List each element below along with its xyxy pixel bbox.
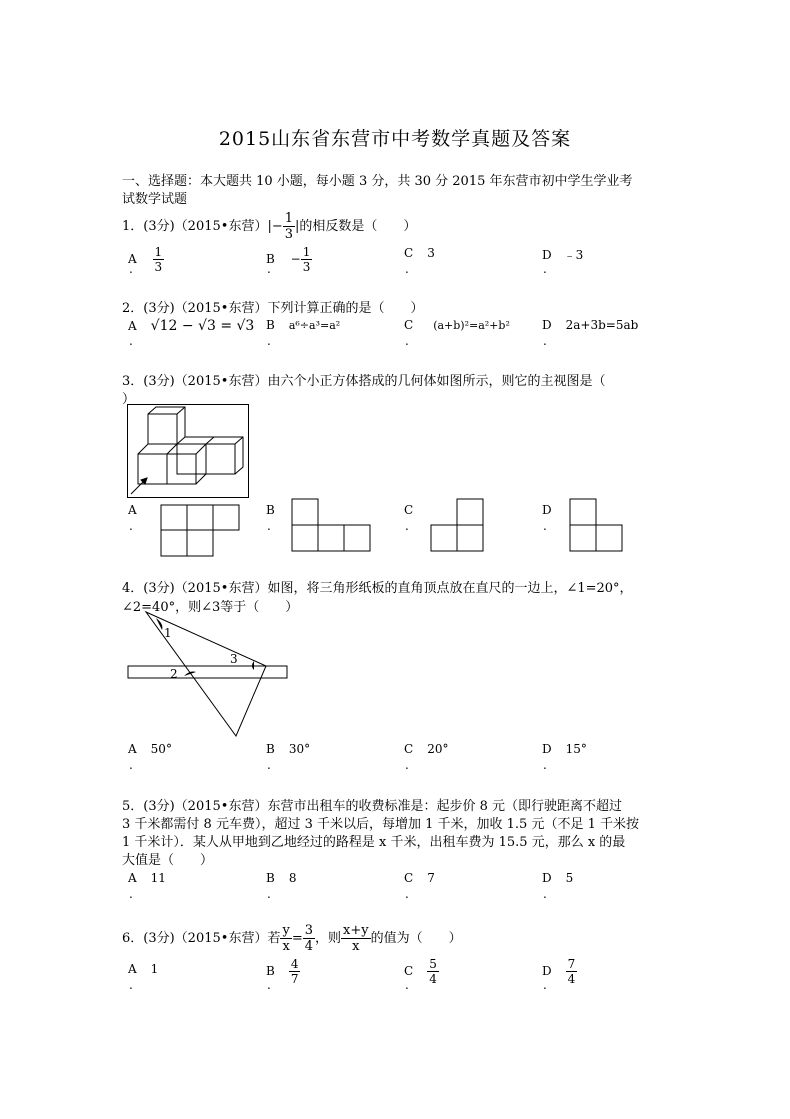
q3-view-d[interactable] [569,498,625,554]
q3-option-b[interactable]: B [266,503,275,517]
q4-option-b[interactable]: B 30° [266,742,311,756]
question-4: 4．(3分)（2015•东营）如图，将三角形纸板的直角顶点放在直尺的一边上，∠1=20°， [122,581,633,596]
section-heading: 一、选择题：本大题共 10 小题，每小题 3 分，共 30 分 2015 年东营市初中学生学业考 [122,174,633,189]
triangle-ruler-figure [126,610,290,740]
angle-3-label: 3 [230,652,238,666]
q3-view-a[interactable] [160,504,240,558]
q1-option-c[interactable]: C 3 [404,246,435,260]
question-1: 1．(3分)（2015•东营）|− $\frac{1}{3}$ |的相反数是（ ） [122,211,417,242]
q1-fraction: $\frac{1}{3}$ [284,211,294,242]
cube-solid-figure [127,404,249,498]
page-title: 2015山东省东营市中考数学真题及答案 [218,128,572,150]
angle-2-label: 2 [170,667,178,681]
question-2: 2．(3分)（2015•东营）下列计算正确的是（ ） [122,301,424,316]
q5-option-d[interactable]: D 5 [542,871,574,885]
angle-1-label: 1 [164,626,172,640]
q3-option-c[interactable]: C [404,503,414,517]
question-3: 3．(3分)（2015•东营）由六个小正方体搭成的几何体如图所示，则它的主视图是（ [122,374,606,389]
q1-option-a[interactable]: A $\frac{1}{3}$ [128,245,163,274]
q2-option-d[interactable]: D 2a+3b=5ab [542,318,639,332]
question-5-l3: 1 千米计）．某人从甲地到乙地经过的路程是 x 千米，出租车费为 15.5 元，那么 x 的最 [122,835,626,850]
q1-option-b[interactable]: B − $\frac{1}{3}$ [266,245,311,274]
q3-view-c[interactable] [430,498,486,554]
q1-option-d[interactable]: D ﹣3 [542,248,584,262]
q2-option-c[interactable]: C (a+b)²=a²+b² [404,318,510,332]
q3-option-d[interactable]: D [542,503,552,517]
q3-view-b[interactable] [291,498,371,554]
question-3-cont: ） [122,392,136,407]
question-4-cont: ∠2=40°，则∠3等于（ ） [122,600,299,615]
q6-option-c[interactable]: C $\frac{5}{4}$ [404,957,437,986]
q2-option-b[interactable]: B a⁶÷a³=a² [266,318,341,332]
question-5-l2: 3 千米都需付 8 元车费），超过 3 千米以后，每增加 1 千米，加收 1.5 元（不足 1 千米按 [122,817,639,832]
section-heading-cont: 试数学试题 [122,192,188,207]
q6-option-a[interactable]: A 1 [128,962,159,976]
q6-option-b[interactable]: B $\frac{4}{7}$ [266,957,299,986]
q6-option-d[interactable]: D $\frac{7}{4}$ [542,957,576,986]
q5-option-c[interactable]: C 7 [404,871,435,885]
q4-option-c[interactable]: C 20° [404,742,449,756]
q5-option-a[interactable]: A 11 [128,871,166,885]
q2-option-a[interactable]: A √12 − √3 = √3 [128,318,255,334]
question-5: 5．(3分)（2015•东营）东营市出租车的收费标准是：起步价 8 元（即行驶距离不超过 [122,799,622,814]
q4-option-d[interactable]: D 15° [542,742,587,756]
question-5-l4: 大值是（ ） [122,853,214,868]
q5-option-b[interactable]: B 8 [266,871,297,885]
question-6: 6．(3分)（2015•东营）若 $\frac{y}{x}$ = $\frac{3}{4}$ ，则 $\frac{x+y}{x}$ 的值为（ ） [122,923,462,954]
q3-option-a[interactable]: A [128,503,137,517]
q4-option-a[interactable]: A 50° [128,742,172,756]
